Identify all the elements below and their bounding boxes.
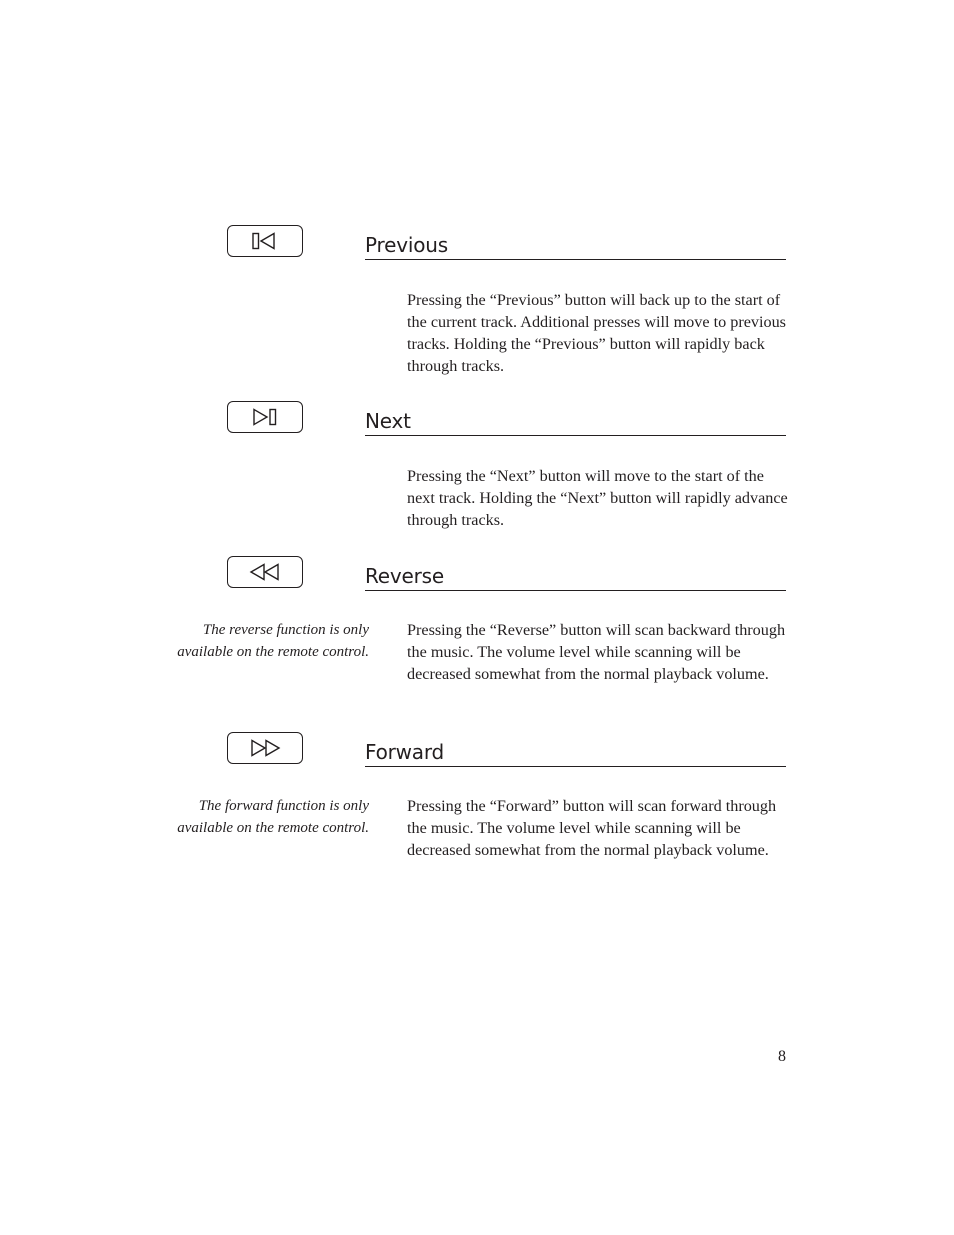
section-title: Reverse	[365, 564, 444, 588]
fast-forward-icon	[248, 738, 282, 758]
section-heading-previous	[365, 232, 786, 260]
section-heading-next	[365, 408, 786, 436]
skip-previous-icon	[250, 231, 280, 251]
section-title: Next	[365, 409, 411, 433]
section-title: Previous	[365, 233, 448, 257]
skip-next-button-illustration	[227, 401, 303, 433]
section-description: Pressing the “Reverse” button will scan backward through the music. The volume level while scanning will be decreased somewhat from the normal playback volume.	[407, 621, 786, 683]
forward-button-illustration	[227, 732, 303, 764]
skip-previous-button-illustration	[227, 225, 303, 257]
reverse-button-illustration	[227, 556, 303, 588]
section-description: Pressing the “Next” button will move to the start of the next track. Holding the “Next” button will rapidly advance through tracks.	[407, 467, 788, 529]
section-heading-forward	[365, 739, 786, 767]
section-description: Pressing the “Previous” button will back up to the start of the current track. Additional presses will move to previous tracks. Holding the “Previous” button will rapidly back through tracks.	[407, 291, 786, 375]
rewind-icon	[248, 562, 282, 582]
section-title: Forward	[365, 740, 445, 764]
side-note: The forward function is only available on the remote control.	[177, 798, 369, 836]
section-description: Pressing the “Forward” button will scan forward through the music. The volume level while scanning will be decreased somewhat from the normal playback volume.	[407, 797, 777, 859]
section-heading-reverse	[365, 563, 786, 591]
skip-next-icon	[250, 407, 280, 427]
side-note: The reverse function is only available on the remote control.	[177, 622, 369, 660]
page-number: 8	[778, 1048, 786, 1065]
